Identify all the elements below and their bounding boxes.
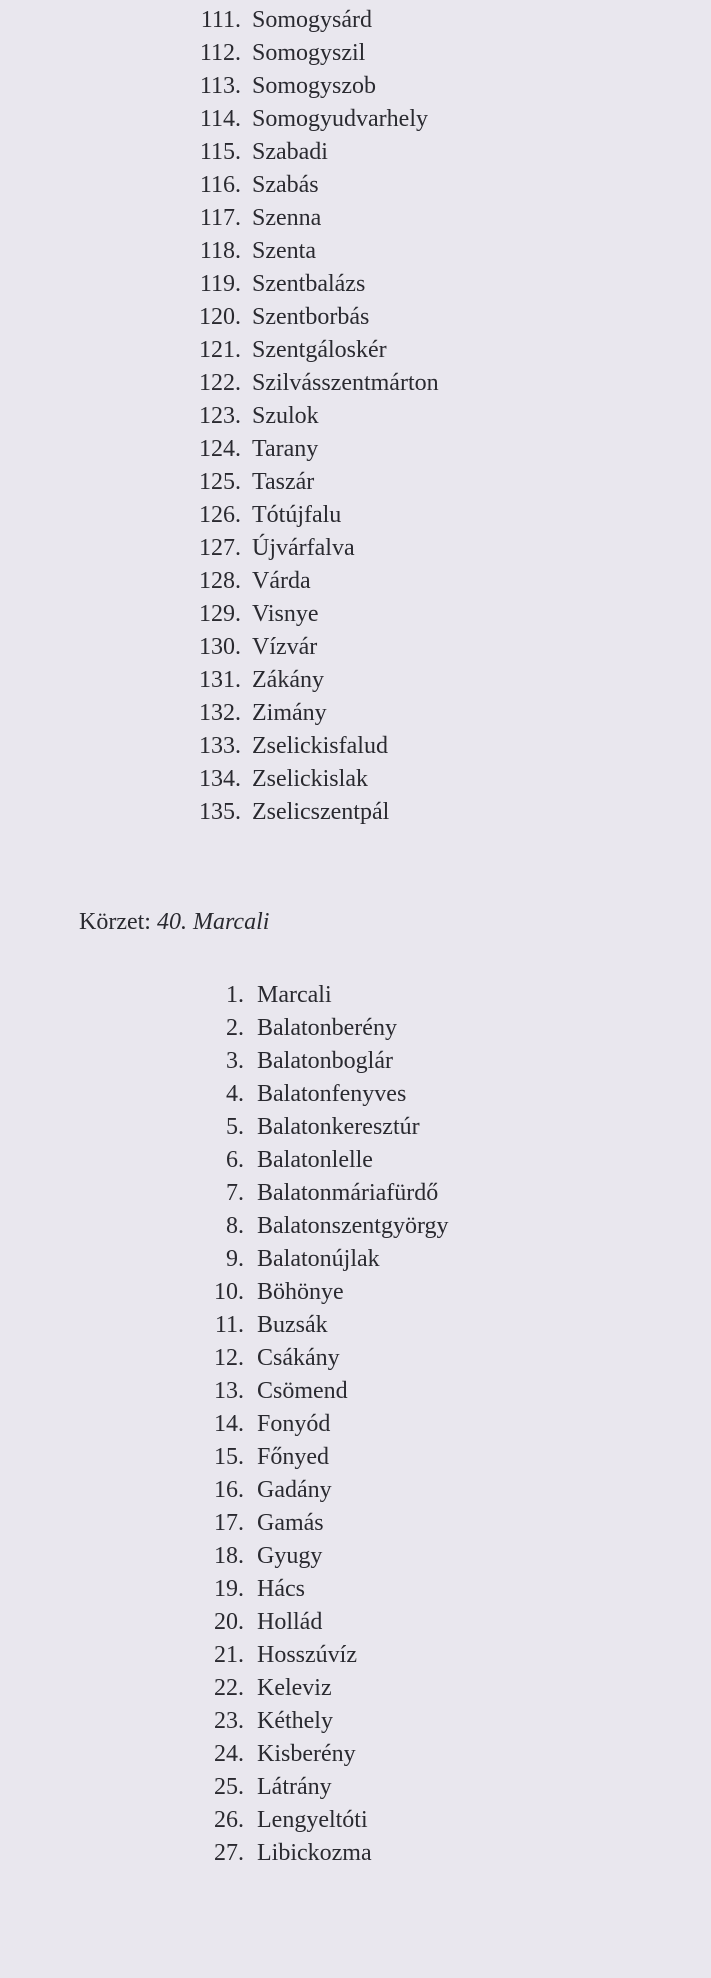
item-number: 6. xyxy=(226,1147,244,1173)
list-item xyxy=(0,235,711,268)
district-heading xyxy=(79,906,269,939)
list-item xyxy=(0,367,711,400)
list-item xyxy=(0,433,711,466)
item-number: 7. xyxy=(226,1180,244,1206)
list-item xyxy=(0,1210,711,1243)
item-number: 4. xyxy=(226,1081,244,1107)
list-item xyxy=(0,1342,711,1375)
item-number: 22. xyxy=(214,1675,244,1701)
item-number: 3. xyxy=(226,1048,244,1074)
item-number: 113. xyxy=(199,73,241,99)
list-item xyxy=(0,1705,711,1738)
settlement-name: Marcali xyxy=(257,982,332,1008)
item-number: 18. xyxy=(214,1543,244,1569)
settlement-name: Kisberény xyxy=(257,1741,356,1767)
settlement-name: Balatonlelle xyxy=(257,1147,373,1173)
item-number: 1. xyxy=(226,982,244,1008)
list-item xyxy=(0,37,711,70)
list-item xyxy=(0,400,711,433)
item-number: 134. xyxy=(199,766,241,792)
list-item xyxy=(0,1540,711,1573)
item-number: 121. xyxy=(199,337,241,363)
list-item xyxy=(0,1144,711,1177)
list-item xyxy=(0,1441,711,1474)
settlement-name: Buzsák xyxy=(257,1312,328,1338)
list-item xyxy=(0,301,711,334)
item-number: 122. xyxy=(199,370,241,396)
item-number: 5. xyxy=(226,1114,244,1140)
list-item xyxy=(0,1474,711,1507)
item-number: 2. xyxy=(226,1015,244,1041)
list-item xyxy=(0,4,711,37)
item-number: 25. xyxy=(214,1774,244,1800)
settlement-name: Balatonfenyves xyxy=(257,1081,407,1107)
list-item xyxy=(0,1738,711,1771)
settlement-name: Tótújfalu xyxy=(252,502,342,528)
list-item xyxy=(0,1375,711,1408)
item-number: 112. xyxy=(199,40,241,66)
list-item xyxy=(0,1408,711,1441)
settlement-name: Zimány xyxy=(252,700,327,726)
item-number: 11. xyxy=(214,1312,244,1338)
settlement-name: Főnyed xyxy=(257,1444,329,1470)
item-number: 23. xyxy=(214,1708,244,1734)
item-number: 21. xyxy=(214,1642,244,1668)
item-number: 117. xyxy=(199,205,241,231)
settlement-name: Vízvár xyxy=(252,634,318,660)
item-number: 111. xyxy=(200,7,241,33)
settlement-name: Szulok xyxy=(252,403,319,429)
list-item xyxy=(0,763,711,796)
item-number: 128. xyxy=(199,568,241,594)
settlement-name: Zákány xyxy=(252,667,324,693)
item-number: 12. xyxy=(214,1345,244,1371)
settlement-name: Balatonmáriafürdő xyxy=(257,1180,439,1206)
item-number: 135. xyxy=(199,799,241,825)
list-item xyxy=(0,1804,711,1837)
settlement-name: Szentborbás xyxy=(252,304,370,330)
item-number: 118. xyxy=(199,238,241,264)
settlement-name: Újvárfalva xyxy=(252,535,355,561)
list-item xyxy=(0,664,711,697)
list-item xyxy=(0,1012,711,1045)
item-number: 133. xyxy=(199,733,241,759)
settlement-name: Szenta xyxy=(252,238,316,264)
item-number: 17. xyxy=(214,1510,244,1536)
item-number: 26. xyxy=(214,1807,244,1833)
item-number: 10. xyxy=(214,1279,244,1305)
item-number: 129. xyxy=(199,601,241,627)
settlement-name: Somogyszil xyxy=(252,40,366,66)
settlement-name: Balatonberény xyxy=(257,1015,397,1041)
settlement-name: Böhönye xyxy=(257,1279,344,1305)
item-number: 119. xyxy=(199,271,241,297)
settlement-name: Szenna xyxy=(252,205,322,231)
list-item xyxy=(0,1672,711,1705)
item-number: 24. xyxy=(214,1741,244,1767)
list-item xyxy=(0,103,711,136)
settlement-name: Hollád xyxy=(257,1609,323,1635)
list-item xyxy=(0,1606,711,1639)
settlement-name: Balatonkeresztúr xyxy=(257,1114,420,1140)
settlement-name: Taszár xyxy=(252,469,315,495)
settlement-name: Szilvásszentmárton xyxy=(252,370,439,396)
settlement-name: Szentbalázs xyxy=(252,271,366,297)
item-number: 114. xyxy=(199,106,241,132)
item-number: 132. xyxy=(199,700,241,726)
item-number: 130. xyxy=(199,634,241,660)
settlement-name: Csömend xyxy=(257,1378,348,1404)
item-number: 124. xyxy=(199,436,241,462)
list-item xyxy=(0,268,711,301)
item-number: 120. xyxy=(199,304,241,330)
list-item xyxy=(0,334,711,367)
settlement-name: Szentgáloskér xyxy=(252,337,387,363)
list-item xyxy=(0,136,711,169)
item-number: 127. xyxy=(199,535,241,561)
settlement-name: Somogyudvarhely xyxy=(252,106,428,132)
list-item xyxy=(0,532,711,565)
settlement-list-continued xyxy=(0,4,711,829)
list-item xyxy=(0,1078,711,1111)
item-number: 123. xyxy=(199,403,241,429)
list-item xyxy=(0,1771,711,1804)
list-item xyxy=(0,1837,711,1870)
settlement-name: Tarany xyxy=(252,436,319,462)
item-number: 115. xyxy=(199,139,241,165)
settlement-name: Kéthely xyxy=(257,1708,333,1734)
settlement-name: Szabás xyxy=(252,172,319,198)
settlement-name: Somogysárd xyxy=(252,7,372,33)
item-number: 9. xyxy=(226,1246,244,1272)
list-item xyxy=(0,565,711,598)
settlement-name: Keleviz xyxy=(257,1675,332,1701)
settlement-name: Csákány xyxy=(257,1345,340,1371)
item-number: 15. xyxy=(214,1444,244,1470)
list-item xyxy=(0,70,711,103)
list-item xyxy=(0,169,711,202)
settlement-name: Zselickisfalud xyxy=(252,733,388,759)
item-number: 125. xyxy=(199,469,241,495)
list-item xyxy=(0,466,711,499)
list-item xyxy=(0,1573,711,1606)
list-item xyxy=(0,796,711,829)
item-number: 14. xyxy=(214,1411,244,1437)
settlement-name: Zselickislak xyxy=(252,766,368,792)
settlement-name: Gyugy xyxy=(257,1543,323,1569)
item-number: 116. xyxy=(199,172,241,198)
list-item xyxy=(0,979,711,1012)
list-item xyxy=(0,598,711,631)
item-number: 19. xyxy=(214,1576,244,1602)
district-label: Körzet: xyxy=(79,909,151,935)
list-item xyxy=(0,202,711,235)
list-item xyxy=(0,1243,711,1276)
list-item xyxy=(0,1045,711,1078)
settlement-name: Várda xyxy=(252,568,311,594)
settlement-name: Balatonszentgyörgy xyxy=(257,1213,449,1239)
item-number: 13. xyxy=(214,1378,244,1404)
item-number: 20. xyxy=(214,1609,244,1635)
list-item xyxy=(0,1507,711,1540)
settlement-name: Hosszúvíz xyxy=(257,1642,357,1668)
list-item xyxy=(0,1639,711,1672)
list-item xyxy=(0,1276,711,1309)
settlement-name: Fonyód xyxy=(257,1411,331,1437)
item-number: 126. xyxy=(199,502,241,528)
settlement-name: Szabadi xyxy=(252,139,328,165)
list-item xyxy=(0,1309,711,1342)
settlement-name: Somogyszob xyxy=(252,73,377,99)
settlement-name: Libickozma xyxy=(257,1840,372,1866)
item-number: 8. xyxy=(226,1213,244,1239)
list-item xyxy=(0,730,711,763)
settlement-name: Lengyeltóti xyxy=(257,1807,368,1833)
list-item xyxy=(0,1111,711,1144)
settlement-name: Gadány xyxy=(257,1477,332,1503)
settlement-name: Zselicszentpál xyxy=(252,799,390,825)
settlement-name: Balatonboglár xyxy=(257,1048,393,1074)
district-name: 40. Marcali xyxy=(156,909,270,935)
settlement-name: Hács xyxy=(257,1576,305,1602)
list-item xyxy=(0,697,711,730)
settlement-name: Balatonújlak xyxy=(257,1246,380,1272)
list-item xyxy=(0,1177,711,1210)
item-number: 16. xyxy=(214,1477,244,1503)
list-item xyxy=(0,499,711,532)
settlement-list-marcali xyxy=(0,979,711,1870)
list-item xyxy=(0,631,711,664)
item-number: 27. xyxy=(214,1840,244,1866)
item-number: 131. xyxy=(199,667,241,693)
settlement-name: Visnye xyxy=(252,601,319,627)
settlement-name: Gamás xyxy=(257,1510,324,1536)
settlement-name: Látrány xyxy=(257,1774,332,1800)
